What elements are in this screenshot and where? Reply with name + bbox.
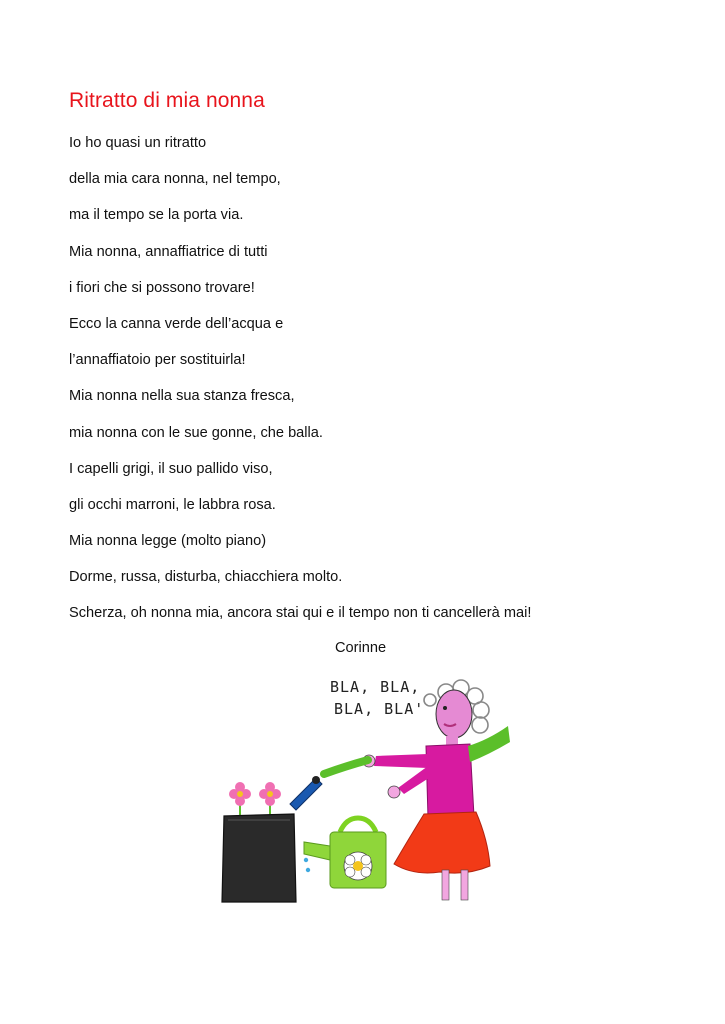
- speech-text-line1: BLA, BLA,: [330, 678, 421, 696]
- grandma-shirt: [426, 744, 474, 818]
- child-drawing: [218, 670, 510, 904]
- black-box: [222, 814, 296, 902]
- poem-line: della mia cara nonna, nel tempo,: [69, 171, 281, 188]
- poem-line: ma il tempo se la porta via.: [69, 207, 244, 224]
- poem-line: Scherza, oh nonna mia, ancora stai qui e il tempo non ti cancellerà mai!: [69, 605, 532, 622]
- daisy: [344, 852, 372, 880]
- poem-line: mia nonna con le sue gonne, che balla.: [69, 424, 323, 441]
- poem-line: Dorme, russa, disturba, chiacchiera molto.: [69, 569, 343, 586]
- poem-line: i fiori che si possono trovare!: [69, 279, 255, 296]
- poem-line: Mia nonna legge (molto piano): [69, 533, 267, 550]
- poem-line: Ecco la canna verde dell’acqua e: [69, 315, 284, 332]
- flower: [259, 782, 281, 816]
- poem-author: Corinne: [335, 640, 387, 656]
- poem-line: Io ho quasi un ritratto: [69, 135, 207, 151]
- poem-body: [69, 133, 531, 640]
- speech-text-line2: BLA, BLA': [334, 700, 425, 718]
- poem-line: I capelli grigi, il suo pallido viso,: [69, 460, 273, 477]
- poem-line: gli occhi marroni, le labbra rosa.: [69, 496, 276, 513]
- grandma-skirt: [394, 812, 490, 873]
- water-drop: [304, 858, 308, 862]
- poem-line: l’annaffiatoio per sostituirla!: [69, 352, 246, 369]
- green-hose: [324, 760, 368, 774]
- poem-title: Ritratto di mia nonna: [69, 89, 265, 112]
- poem-line: Mia nonna, annaffiatrice di tutti: [69, 243, 268, 260]
- water-drop: [306, 868, 310, 872]
- grandma-face: [436, 690, 472, 738]
- poem-line: Mia nonna nella sua stanza fresca,: [69, 388, 295, 405]
- flower: [229, 782, 251, 816]
- watering-can: [304, 818, 386, 888]
